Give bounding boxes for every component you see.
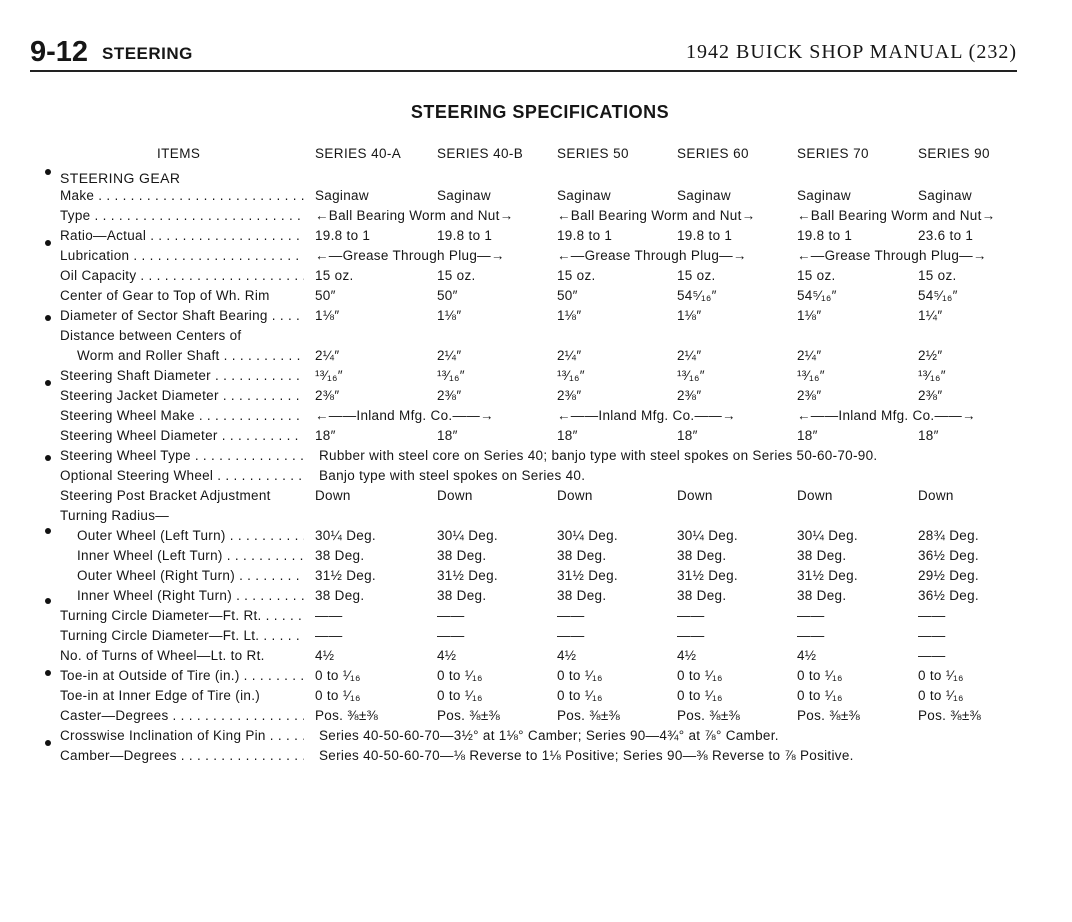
- page-title: STEERING SPECIFICATIONS: [410, 102, 670, 122]
- table-row: [0, 728, 1072, 748]
- row-value: 18″: [797, 428, 818, 443]
- row-value: 38 Deg.: [797, 548, 847, 563]
- row-value: 15 oz.: [677, 268, 716, 283]
- row-value: ——: [315, 608, 343, 623]
- row-value: 15 oz.: [315, 268, 354, 283]
- row-value: ←Ball Bearing Worm and Nut→: [797, 208, 996, 223]
- row-label: Optional Steering Wheel . . .: [60, 468, 304, 483]
- row-value: 38 Deg.: [315, 548, 365, 563]
- row-value: 15 oz.: [797, 268, 836, 283]
- row-value: ——: [918, 608, 946, 623]
- row-value: ——: [315, 628, 343, 643]
- row-value: Pos. ⅜±⅜: [437, 708, 501, 723]
- row-label: Diameter of Sector Shaft Bearing . . .: [60, 308, 304, 323]
- row-label: Distance between Centers of: [60, 328, 242, 343]
- row-value: 50″: [437, 288, 458, 303]
- row-label: Oil Capacity . . .: [60, 268, 304, 283]
- table-row: [0, 368, 1072, 388]
- row-value: 38 Deg.: [557, 588, 607, 603]
- table-row: [0, 608, 1072, 628]
- row-value: Down: [437, 488, 473, 503]
- row-label: Ratio—Actual . . .: [60, 228, 304, 243]
- column-header-items: ITEMS: [157, 146, 201, 161]
- row-value: 4½: [437, 648, 457, 663]
- column-header: SERIES 60: [677, 146, 749, 161]
- row-value: 31½ Deg.: [677, 568, 738, 583]
- row-value: Down: [797, 488, 833, 503]
- table-row: [0, 568, 1072, 588]
- row-value: 54⁵⁄₁₆″: [677, 288, 717, 303]
- row-value: 2¼″: [797, 348, 822, 363]
- row-value: ——: [557, 608, 585, 623]
- page-number: 9-12: [30, 36, 89, 68]
- row-value: 18″: [315, 428, 336, 443]
- column-header: SERIES 90: [918, 146, 990, 161]
- bullet-mark: [45, 670, 51, 676]
- row-value: 50″: [315, 288, 336, 303]
- row-value: ——: [918, 628, 946, 643]
- manual-title: 1942 BUICK SHOP MANUAL (232): [686, 41, 1017, 63]
- column-header: SERIES 40-B: [437, 146, 524, 161]
- table-row: [0, 548, 1072, 568]
- row-label: Turning Radius—: [60, 508, 170, 523]
- row-value: 38 Deg.: [437, 548, 487, 563]
- row-value: 19.8 to 1: [315, 228, 371, 243]
- row-value: Saginaw: [918, 188, 972, 203]
- row-value: ——: [797, 608, 825, 623]
- table-row: [0, 688, 1072, 708]
- row-value: ——: [437, 628, 465, 643]
- row-label: Outer Wheel (Left Turn) . . .: [77, 528, 304, 543]
- row-value: 18″: [918, 428, 939, 443]
- row-value: 38 Deg.: [437, 588, 487, 603]
- bullet-mark: [45, 315, 51, 321]
- row-value: 31½ Deg.: [315, 568, 376, 583]
- table-row: [0, 528, 1072, 548]
- row-label: Steering Wheel Type . . .: [60, 448, 304, 463]
- row-value: 1⅛″: [677, 308, 702, 323]
- row-value: 0 to ¹⁄₁₆: [797, 688, 843, 703]
- row-value: ¹³⁄₁₆″: [315, 368, 343, 383]
- row-value: ——: [677, 608, 705, 623]
- row-value: ——: [677, 628, 705, 643]
- column-header: SERIES 40-A: [315, 146, 402, 161]
- column-header: SERIES 70: [797, 146, 869, 161]
- row-value: Down: [315, 488, 351, 503]
- row-value: ——: [797, 628, 825, 643]
- row-value: 0 to ¹⁄₁₆: [677, 668, 723, 683]
- row-value: 1⅛″: [797, 308, 822, 323]
- row-value: Down: [557, 488, 593, 503]
- row-value: 4½: [677, 648, 697, 663]
- bullet-mark: [45, 598, 51, 604]
- row-label: Turning Circle Diameter—Ft. Lt. . . .: [60, 628, 304, 643]
- row-value: 19.8 to 1: [677, 228, 733, 243]
- row-value: 2¼″: [437, 348, 462, 363]
- header-rule: [30, 70, 1017, 72]
- row-value: 0 to ¹⁄₁₆: [918, 668, 964, 683]
- table-row: [0, 448, 1072, 468]
- row-value: 50″: [557, 288, 578, 303]
- bullet-mark: [45, 240, 51, 246]
- row-value: ←——Inland Mfg. Co.——→: [315, 408, 494, 423]
- row-value: ←——Inland Mfg. Co.——→: [797, 408, 976, 423]
- row-value: 18″: [677, 428, 698, 443]
- row-value: 18″: [557, 428, 578, 443]
- row-value: 0 to ¹⁄₁₆: [677, 688, 723, 703]
- row-value: Series 40-50-60-70—3½° at 1⅛° Camber; Series 90—4¾° at ⅞° Camber.: [319, 728, 779, 743]
- table-row: [0, 428, 1072, 448]
- row-value: 38 Deg.: [557, 548, 607, 563]
- row-value: Saginaw: [797, 188, 851, 203]
- section-title: STEERING: [102, 44, 193, 63]
- row-value: ——: [437, 608, 465, 623]
- row-value: ¹³⁄₁₆″: [677, 368, 705, 383]
- row-value: Pos. ⅜±⅜: [315, 708, 379, 723]
- bullet-mark: [45, 528, 51, 534]
- row-value: Pos. ⅜±⅜: [677, 708, 741, 723]
- row-value: ←—Grease Through Plug—→: [557, 248, 747, 263]
- row-value: 2⅜″: [557, 388, 582, 403]
- row-value: 2½″: [918, 348, 943, 363]
- row-label: Caster—Degrees . . .: [60, 708, 304, 723]
- row-value: ←Ball Bearing Worm and Nut→: [557, 208, 756, 223]
- row-value: 30¼ Deg.: [797, 528, 858, 543]
- row-value: 4½: [315, 648, 335, 663]
- bullet-mark: [45, 740, 51, 746]
- row-value: 54⁵⁄₁₆″: [918, 288, 958, 303]
- row-value: 19.8 to 1: [797, 228, 853, 243]
- row-value: 0 to ¹⁄₁₆: [315, 688, 361, 703]
- table-row: [0, 648, 1072, 668]
- row-value: 0 to ¹⁄₁₆: [797, 668, 843, 683]
- row-label: Worm and Roller Shaft . . .: [77, 348, 304, 363]
- row-label: Type . . .: [60, 208, 304, 223]
- row-label: Steering Post Bracket Adjustment: [60, 488, 271, 503]
- row-value: 38 Deg.: [315, 588, 365, 603]
- row-label: Toe-in at Outside of Tire (in.) . . .: [60, 668, 304, 683]
- row-value: 31½ Deg.: [557, 568, 618, 583]
- row-value: 0 to ¹⁄₁₆: [557, 668, 603, 683]
- row-value: 19.8 to 1: [437, 228, 493, 243]
- row-value: Saginaw: [315, 188, 369, 203]
- row-value: Saginaw: [677, 188, 731, 203]
- row-value: 38 Deg.: [677, 548, 727, 563]
- table-row: [0, 508, 1072, 528]
- row-value: 0 to ¹⁄₁₆: [437, 668, 483, 683]
- row-value: ¹³⁄₁₆″: [557, 368, 585, 383]
- row-value: 29½ Deg.: [918, 568, 979, 583]
- table-row: [0, 468, 1072, 488]
- row-value: Down: [677, 488, 713, 503]
- table-row: [0, 668, 1072, 688]
- row-value: Banjo type with steel spokes on Series 40.: [319, 468, 586, 483]
- table-row: [0, 248, 1072, 268]
- row-value: ——: [918, 648, 946, 663]
- row-value: 0 to ¹⁄₁₆: [437, 688, 483, 703]
- row-value: 28¾ Deg.: [918, 528, 979, 543]
- row-label: Outer Wheel (Right Turn) . . .: [77, 568, 304, 583]
- row-value: ——: [557, 628, 585, 643]
- row-value: 38 Deg.: [677, 588, 727, 603]
- row-value: ←—Grease Through Plug—→: [315, 248, 505, 263]
- row-value: ¹³⁄₁₆″: [437, 368, 465, 383]
- row-label: Crosswise Inclination of King Pin . . .: [60, 728, 304, 743]
- row-label: Steering Wheel Make . . .: [60, 408, 304, 423]
- row-value: Pos. ⅜±⅜: [797, 708, 861, 723]
- row-value: 31½ Deg.: [437, 568, 498, 583]
- column-header: SERIES 50: [557, 146, 629, 161]
- table-row: [0, 228, 1072, 248]
- row-label: Steering Shaft Diameter . . .: [60, 368, 304, 383]
- row-value: 2¼″: [557, 348, 582, 363]
- bullet-mark: [45, 455, 51, 461]
- row-value: 2¼″: [315, 348, 340, 363]
- row-value: 2⅜″: [677, 388, 702, 403]
- row-value: 36½ Deg.: [918, 548, 979, 563]
- row-value: 30¼ Deg.: [677, 528, 738, 543]
- row-value: 2⅜″: [797, 388, 822, 403]
- table-row: [0, 628, 1072, 648]
- row-value: 2⅜″: [918, 388, 943, 403]
- table-row: [0, 328, 1072, 348]
- table-row: [0, 488, 1072, 508]
- table-row: [0, 388, 1072, 408]
- row-value: 0 to ¹⁄₁₆: [557, 688, 603, 703]
- row-label: No. of Turns of Wheel—Lt. to Rt.: [60, 648, 265, 663]
- row-value: 4½: [557, 648, 577, 663]
- row-value: 1¼″: [918, 308, 943, 323]
- table-row: [0, 588, 1072, 608]
- table-row: [0, 288, 1072, 308]
- row-value: 30¼ Deg.: [557, 528, 618, 543]
- table-row: [0, 208, 1072, 228]
- row-value: 0 to ¹⁄₁₆: [918, 688, 964, 703]
- row-value: ←Ball Bearing Worm and Nut→: [315, 208, 514, 223]
- row-value: Saginaw: [437, 188, 491, 203]
- row-label: Center of Gear to Top of Wh. Rim: [60, 288, 270, 303]
- table-row: [0, 708, 1072, 728]
- row-label: Toe-in at Inner Edge of Tire (in.): [60, 688, 261, 703]
- row-value: 1⅛″: [315, 308, 340, 323]
- row-value: 23.6 to 1: [918, 228, 974, 243]
- table-row: [0, 348, 1072, 368]
- row-value: Pos. ⅜±⅜: [557, 708, 621, 723]
- row-label: Turning Circle Diameter—Ft. Rt. . . .: [60, 608, 304, 623]
- table-row: [0, 268, 1072, 288]
- row-value: ¹³⁄₁₆″: [918, 368, 946, 383]
- row-value: 30¼ Deg.: [315, 528, 376, 543]
- row-value: 54⁵⁄₁₆″: [797, 288, 837, 303]
- row-value: 2⅜″: [315, 388, 340, 403]
- row-value: 15 oz.: [918, 268, 957, 283]
- row-value: Down: [918, 488, 954, 503]
- bullet-mark: [45, 380, 51, 386]
- row-value: ←—Grease Through Plug—→: [797, 248, 987, 263]
- row-value: ←——Inland Mfg. Co.——→: [557, 408, 736, 423]
- row-value: 1⅛″: [437, 308, 462, 323]
- row-value: 0 to ¹⁄₁₆: [315, 668, 361, 683]
- row-value: 1⅛″: [557, 308, 582, 323]
- row-value: ¹³⁄₁₆″: [797, 368, 825, 383]
- row-value: 18″: [437, 428, 458, 443]
- row-label: Lubrication . . .: [60, 248, 304, 263]
- row-label: Camber—Degrees . . .: [60, 748, 304, 763]
- row-label: Inner Wheel (Right Turn) . . .: [77, 588, 304, 603]
- row-value: 4½: [797, 648, 817, 663]
- row-value: 30¼ Deg.: [437, 528, 498, 543]
- row-value: 36½ Deg.: [918, 588, 979, 603]
- row-label: Steering Jacket Diameter . . .: [60, 388, 304, 403]
- row-value: 2¼″: [677, 348, 702, 363]
- row-value: Pos. ⅜±⅜: [918, 708, 982, 723]
- row-value: 15 oz.: [437, 268, 476, 283]
- row-label: Steering Wheel Diameter . . .: [60, 428, 304, 443]
- group-heading: STEERING GEAR: [60, 170, 181, 186]
- row-value: Series 40-50-60-70—⅛ Reverse to 1⅛ Positive; Series 90—⅜ Reverse to ⅞ Positive.: [319, 748, 854, 763]
- row-value: 2⅜″: [437, 388, 462, 403]
- row-label: Inner Wheel (Left Turn) . . .: [77, 548, 304, 563]
- table-row: [0, 308, 1072, 328]
- row-value: Rubber with steel core on Series 40; banjo type with steel spokes on Series 50-60-70-90.: [319, 448, 878, 463]
- table-row: [0, 748, 1072, 768]
- row-value: Saginaw: [557, 188, 611, 203]
- row-value: 38 Deg.: [797, 588, 847, 603]
- table-row: [0, 188, 1072, 208]
- table-row: [0, 408, 1072, 428]
- row-value: 19.8 to 1: [557, 228, 613, 243]
- row-value: 31½ Deg.: [797, 568, 858, 583]
- bullet-mark: [45, 169, 51, 175]
- row-value: 15 oz.: [557, 268, 596, 283]
- row-label: Make . . .: [60, 188, 304, 203]
